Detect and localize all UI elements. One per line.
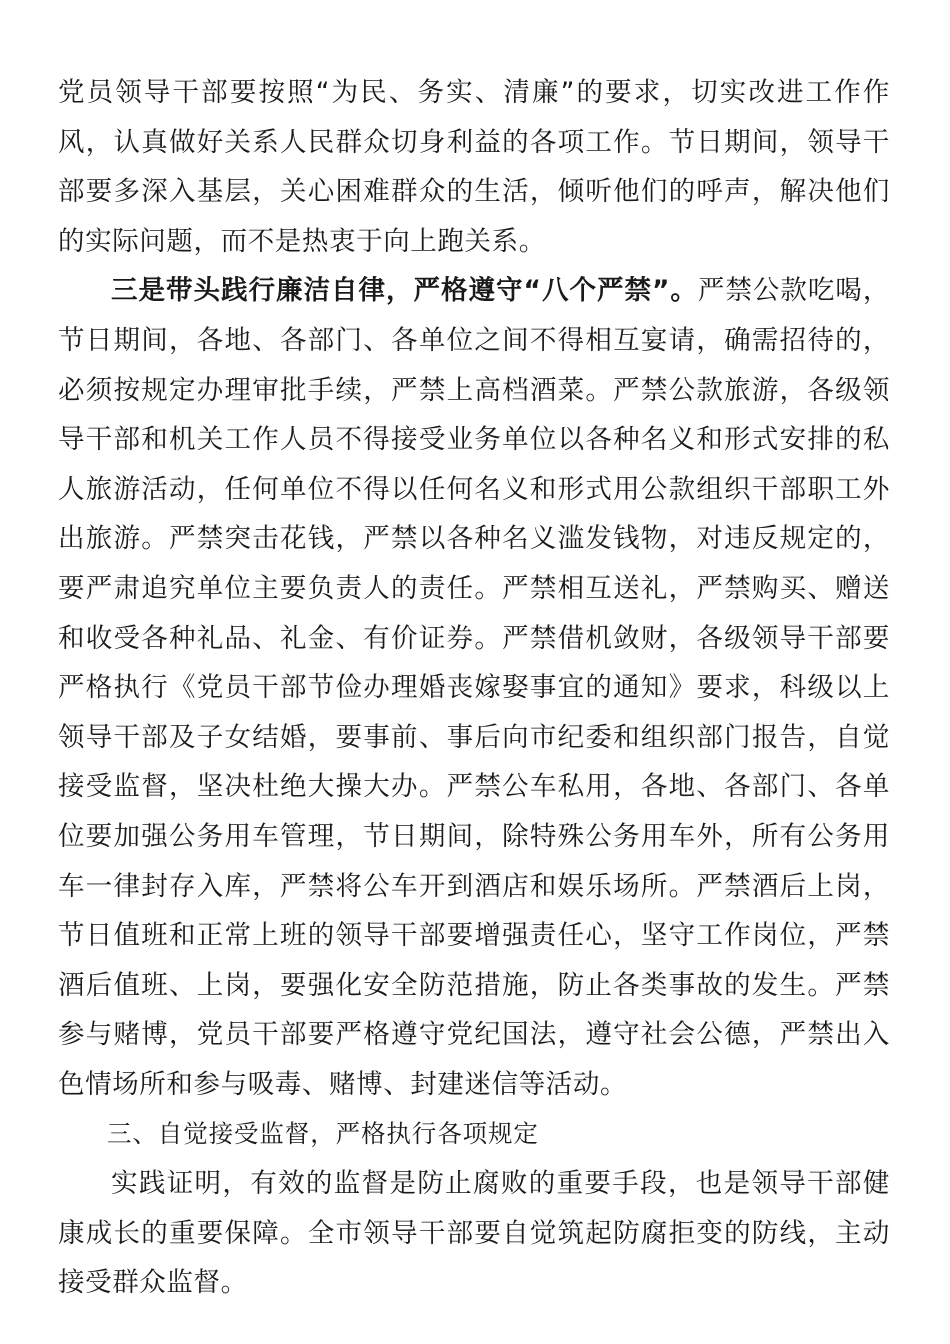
document-body (58, 68, 890, 1308)
paragraph-body-text: 严禁公款吃喝，节日期间，各地、各部门、各单位之间不得相互宴请，确需招待的，必须按规定办理审批手续，严禁上高档酒菜。严禁公款旅游，各级领导干部和机关工作人员不得接受业务单位以各种名义和形式安排的私人旅游活动，任何单位不得以任何名义和形式用公款组织干部职工外出旅游。严禁突击花钱，严禁以各种名义滥发钱物，对违反规定的，要严肃追究单位主要负责人的责任。严禁相互送礼，严禁购买、赠送和收受各种礼品、礼金、有价证券。严禁借机敛财，各级领导干部要严格执行《党员干部节俭办理婚丧嫁娶事宜的通知》要求，科级以上领导干部及子女结婚，要事前、事后向市纪委和组织部门报告，自觉接受监督，坚决杜绝大操大办。严禁公车私用，各地、各部门、各单位要加强公务用车管理，节日期间，除特殊公务用车外，所有公务用车一律封存入库，严禁将公车开到酒店和娱乐场所。严禁酒后上岗，节日值班和正常上班的领导干部要增强责任心，坚守工作岗位，严禁酒后值班、上岗，要强化安全防范措施，防止各类事故的发生。严禁参与赌博，党员干部要严格遵守党纪国法，遵守社会公德，严禁出入色情场所和参与吸毒、赌博、封建迷信等活动。 (58, 275, 890, 1100)
paragraph-lead-bold: 三是带头践行廉洁自律，严格遵守“八个严禁”。 (111, 275, 698, 307)
section-heading: 三、自觉接受监督，严格执行各项规定 (107, 1119, 539, 1149)
paragraph-continuation: 党员领导干部要按照“为民、务实、清廉”的要求，切实改进工作作风，认真做好关系人民群众切身利益的各项工作。节日期间，领导干部要多深入基层，关心困难群众的生活，倾听他们的呼声，解决他们的实际问题，而不是热衷于向上跑关系。 (58, 77, 890, 257)
paragraph-supervision: 实践证明，有效的监督是防止腐败的重要手段，也是领导干部健康成长的重要保障。全市领导干部要自觉筑起防腐拒变的防线，主动接受群众监督。 (58, 1168, 890, 1299)
paragraph-eight-prohibitions (58, 266, 890, 1109)
